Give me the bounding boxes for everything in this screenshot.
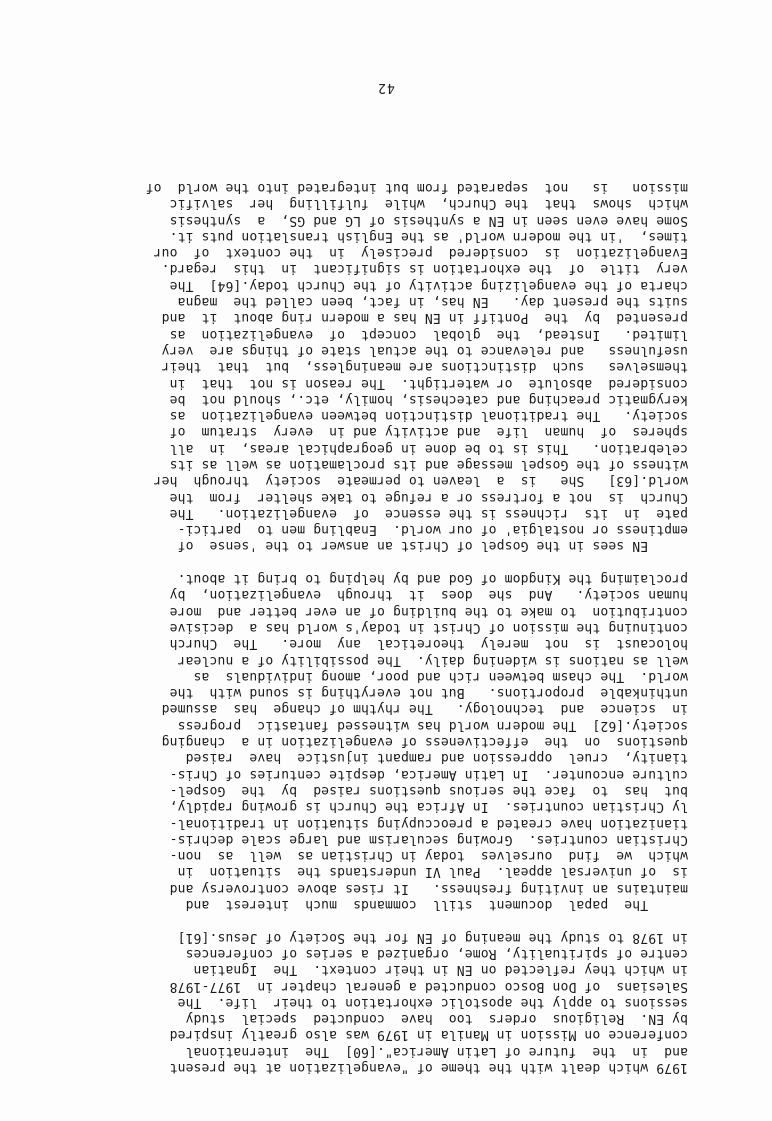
text-line: EN sees in the Gospel of Christ an answer to the 'sense of xyxy=(177,538,688,554)
text-line: questions on the effectiveness of evangelization in a changing xyxy=(161,734,688,750)
text-line: is of universal appeal. Paul VI understands the situation in xyxy=(177,864,688,880)
text-line: presented by the Pontiff in EN has a modern ring about it and xyxy=(161,310,688,326)
text-line: proclaiming the Kingdom of God and by helping to bring it about. xyxy=(177,571,688,587)
text-line: sessions to apply the apostolic exhortation to their life. The xyxy=(177,994,688,1010)
paragraph-3 xyxy=(68,179,688,554)
text-line: emptiness or nostalgia' of our world. Enabling men to partici- xyxy=(177,522,688,538)
text-line: witness of the Gospel message and its proclamation as well as its xyxy=(169,457,688,473)
text-line: society. The traditional distinction between evangelization as xyxy=(169,408,688,424)
text-line: in science and technology. The rhythm of change has assumed xyxy=(161,701,688,717)
text-line: by EN. Religious orders too have conducted special study xyxy=(185,1011,688,1027)
text-line: very title of the exhortation is significant in this regard. xyxy=(161,261,688,277)
text-line: well as nations is widening daily. The possibility of a nuclear xyxy=(177,652,688,668)
text-line: mission is not separated from but integrated into the world of xyxy=(145,179,688,195)
text-line: charta of the evangelizing activity of the Church today.[64] The xyxy=(169,277,688,293)
text-line: Evangelization is considered precisely in the context of our xyxy=(153,245,688,261)
text-line: Church is not a fortress or a refuge to take shelter from the xyxy=(169,489,688,505)
text-line: Christian countries. Growing secularism and large scale dechris- xyxy=(169,831,688,847)
text-line: kerygmatic preaching and catechesis, homily, etc., should not be xyxy=(169,391,688,407)
text-line: 1979 which dealt with the theme of "evangelization at the present xyxy=(169,1060,688,1075)
page-number: 42 xyxy=(377,80,395,95)
text-line: spheres of human life and activity and in every stratum of xyxy=(169,424,688,440)
text-line: Salesians of Don Bosco conducted a general chapter in 1977-1978 xyxy=(169,978,688,994)
text-line: ly Christian countries. In Africa the Church is growing rapidly, xyxy=(169,799,688,815)
text-line: tianity, cruel oppression and rampant injustice have raised xyxy=(185,750,688,766)
text-line: celebration. This is to be done in geographical areas, in all xyxy=(169,440,688,456)
paragraph-gap xyxy=(68,912,688,928)
text-line: which we find ourselves today in Christian as well as non- xyxy=(169,848,688,864)
text-line: centre of spirituality, Rome, organized a series of conferences xyxy=(185,945,688,961)
text-line: maintains an inviting freshness. It rises above controversy and xyxy=(169,880,688,896)
text-line: and in the future of Latin America".[60] The international xyxy=(185,1043,688,1059)
text-line: human society. And she does it through evangelization, by xyxy=(169,587,688,603)
text-line: continuing the mission of Christ in today's world has a decisive xyxy=(169,619,688,635)
text-line: usefulness and relevance to the actual state of things are very xyxy=(161,342,688,358)
text-line: world.[63] She is a leaven to permeate society through her xyxy=(153,473,688,489)
text-line: tianization have created a preoccupying situation in traditional- xyxy=(169,815,688,831)
paragraph-2 xyxy=(68,570,688,912)
text-line: world. The chasm between rich and poor, among individuals as xyxy=(193,668,688,684)
text-line: unthinkable proportions. But not everything is sound with the xyxy=(169,685,688,701)
text-line: pate in its richness is the essence of evangelization. The xyxy=(169,505,688,521)
text-line: society.[62] The modern world has witnessed fantastic progress xyxy=(177,717,688,733)
text-line: The papal document still commands much interest and xyxy=(185,897,688,913)
text-line: which shows that the Church, while fulfilling her salvific xyxy=(169,196,688,212)
text-line: culture encounter. In Latin America, despite centuries of Chris- xyxy=(169,766,688,782)
text-line: in 1978 to study the meaning of EN for the Society of Jesus.[61] xyxy=(177,929,688,945)
text-line: suits the present day. EN has, in fact, been called the magna xyxy=(177,294,688,310)
text-line: holocaust is not merely theoretical any more. The Church xyxy=(169,636,688,652)
text-line: considered absolute or watertight. The reason is not that in xyxy=(169,375,688,391)
paragraph-gap xyxy=(68,554,688,570)
text-line: themselves such distinctions are meaningless, but that their xyxy=(161,359,688,375)
paragraph-1 xyxy=(68,928,688,1075)
body-text xyxy=(68,179,688,1075)
text-line: contribution to make to the building of an ever better and more xyxy=(169,603,688,619)
text-line: in which they reflected on EN in their context. The Ignatian xyxy=(193,962,688,978)
text-line: times, 'in the modern world' as the English translation puts it. xyxy=(169,228,688,244)
text-line: conference on Mission in Manila in 1979 was also greatly inspired xyxy=(169,1027,688,1043)
text-line: limited. Instead, the global concept of evangelization as xyxy=(169,326,688,342)
text-line: but has to face the serious questions raised by the Gospel- xyxy=(169,782,688,798)
text-line: Some have even seen in EN a synthesis of LG and GS, a synthesis xyxy=(169,212,688,228)
